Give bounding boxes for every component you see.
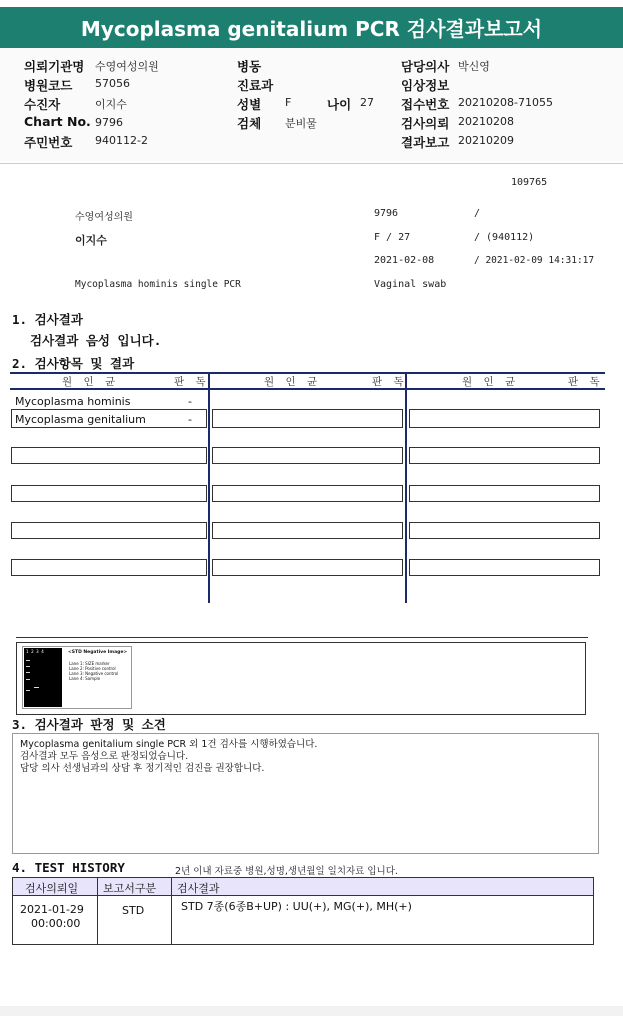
marker-band — [26, 660, 30, 661]
age-value: 27 — [360, 96, 374, 109]
history-result: STD 7종(6종B+UP) : UU(+), MG(+), MH(+) — [181, 900, 412, 913]
resident-label: 주민번호 — [24, 135, 73, 150]
request-date-label: 검사의뢰 — [401, 116, 450, 131]
report-title: Mycoplasma genitalium PCR 검사결과보고서 — [0, 7, 623, 48]
gel-legend: Lane 1: SIZE marker — [69, 661, 110, 666]
gel-legend: Lane 3: Negative control — [69, 671, 119, 676]
department-label: 진료과 — [237, 78, 274, 93]
table-divider-2 — [405, 373, 407, 603]
doctor-value: 박신영 — [458, 60, 490, 73]
gel-box-top — [16, 637, 588, 638]
section3-title: 3. 검사결과 판정 및 소견 — [12, 717, 166, 732]
sample-band — [34, 687, 39, 688]
patient-label: 수진자 — [24, 97, 61, 112]
history-type: STD — [122, 904, 145, 917]
result-cell — [409, 559, 600, 576]
gel-legend: Lane 4: Sample — [69, 676, 101, 681]
gel-lane-numbers: 1 2 3 4 — [26, 649, 44, 654]
result-name-1: Mycoplasma hominis — [15, 395, 131, 408]
report-id: 109765 — [511, 177, 548, 188]
summary-datetime: / 2021-02-09 14:31:17 — [474, 255, 595, 266]
result-message: 검사결과 음성 입니다. — [30, 333, 162, 348]
opinion-line: Mycoplasma genitalium single PCR 외 1건 검사를 시행하였습니다. — [20, 739, 318, 750]
result-value-2: - — [188, 413, 192, 426]
institution-value: 수영여성의원 — [95, 60, 159, 73]
col-judgment-3: 판 독 — [568, 376, 604, 388]
summary-birth: / (940112) — [474, 232, 535, 243]
result-cell — [212, 409, 403, 428]
gel-lanes — [24, 648, 62, 707]
result-cell — [212, 485, 403, 502]
col-pathogen-1: 원 인 균 — [62, 376, 120, 388]
request-date-value: 20210208 — [458, 115, 514, 128]
specimen-label: 검체 — [237, 116, 262, 131]
gel-title: <STD Negative Image> — [68, 650, 128, 655]
summary-name: 이지수 — [75, 234, 107, 247]
report-date-label: 결과보고 — [401, 135, 450, 150]
receipt-label: 접수번호 — [401, 97, 450, 112]
result-cell — [409, 447, 600, 464]
history-note: 2년 이내 자료중 병원,성명,생년월일 일치자료 입니다. — [175, 866, 398, 877]
summary-test-name: Mycoplasma hominis single PCR — [75, 279, 241, 290]
summary-specimen: Vaginal swab — [374, 279, 447, 290]
summary-chart: 9796 — [374, 208, 399, 219]
sex-label: 성별 — [237, 97, 262, 112]
summary-date: 2021-02-08 — [374, 255, 435, 266]
result-cell — [11, 522, 207, 539]
doctor-label: 담당의사 — [401, 59, 450, 74]
col-pathogen-2: 원 인 균 — [264, 376, 322, 388]
receipt-value: 20210208-71055 — [458, 96, 553, 109]
footer-bar — [0, 1006, 623, 1016]
col-judgment-1: 판 독 — [174, 376, 210, 388]
history-header-date: 검사의뢰일 — [25, 882, 79, 895]
result-cell — [212, 522, 403, 539]
marker-band — [26, 666, 30, 667]
history-header-type: 보고서구분 — [103, 882, 157, 895]
clinical-info-label: 임상정보 — [401, 78, 450, 93]
opinion-line: 검사결과 모두 음성으로 판정되었습니다. — [20, 751, 189, 762]
marker-band — [26, 690, 30, 691]
result-cell — [409, 522, 600, 539]
marker-band — [26, 679, 30, 680]
result-cell — [212, 447, 403, 464]
history-header — [12, 877, 594, 896]
summary-slash: / — [474, 208, 481, 219]
section1-title: 1. 검사결과 — [12, 312, 83, 327]
resident-value: 940112-2 — [95, 134, 148, 147]
patient-value: 이지수 — [95, 98, 127, 111]
result-value-1: - — [188, 395, 192, 408]
history-header-result: 검사결과 — [177, 882, 220, 895]
divider — [0, 163, 623, 164]
history-date: 2021-01-29 — [20, 903, 84, 916]
summary-sex-age: F / 27 — [374, 232, 411, 243]
table-divider-1 — [208, 373, 210, 603]
report-date-value: 20210209 — [458, 134, 514, 147]
result-cell — [409, 409, 600, 428]
col-pathogen-3: 원 인 균 — [462, 376, 520, 388]
result-cell — [11, 559, 207, 576]
specimen-value: 분비물 — [285, 117, 317, 130]
result-cell — [11, 447, 207, 464]
hospital-code-label: 병원코드 — [24, 78, 73, 93]
institution-label: 의뢰기관명 — [24, 59, 85, 74]
history-time: 00:00:00 — [31, 917, 81, 930]
result-name-2: Mycoplasma genitalium — [15, 413, 146, 426]
summary-clinic: 수영여성의원 — [75, 212, 133, 223]
section2-title: 2. 검사항목 및 결과 — [12, 356, 135, 371]
hospital-code-value: 57056 — [95, 77, 130, 90]
col-judgment-2: 판 독 — [372, 376, 408, 388]
result-cell — [212, 559, 403, 576]
marker-band — [26, 672, 30, 673]
result-cell — [409, 485, 600, 502]
ward-label: 병동 — [237, 59, 262, 74]
section4-title: 4. TEST HISTORY — [12, 860, 125, 875]
result-cell — [11, 485, 207, 502]
age-label: 나이 — [327, 97, 352, 112]
chart-value: 9796 — [95, 116, 123, 129]
sex-value: F — [285, 96, 292, 109]
chart-label: Chart No. — [24, 114, 91, 129]
opinion-line: 담당 의사 선생님과의 상담 후 정기적인 검진을 권장합니다. — [20, 763, 265, 774]
gel-legend: Lane 2: Positive control — [69, 666, 116, 671]
